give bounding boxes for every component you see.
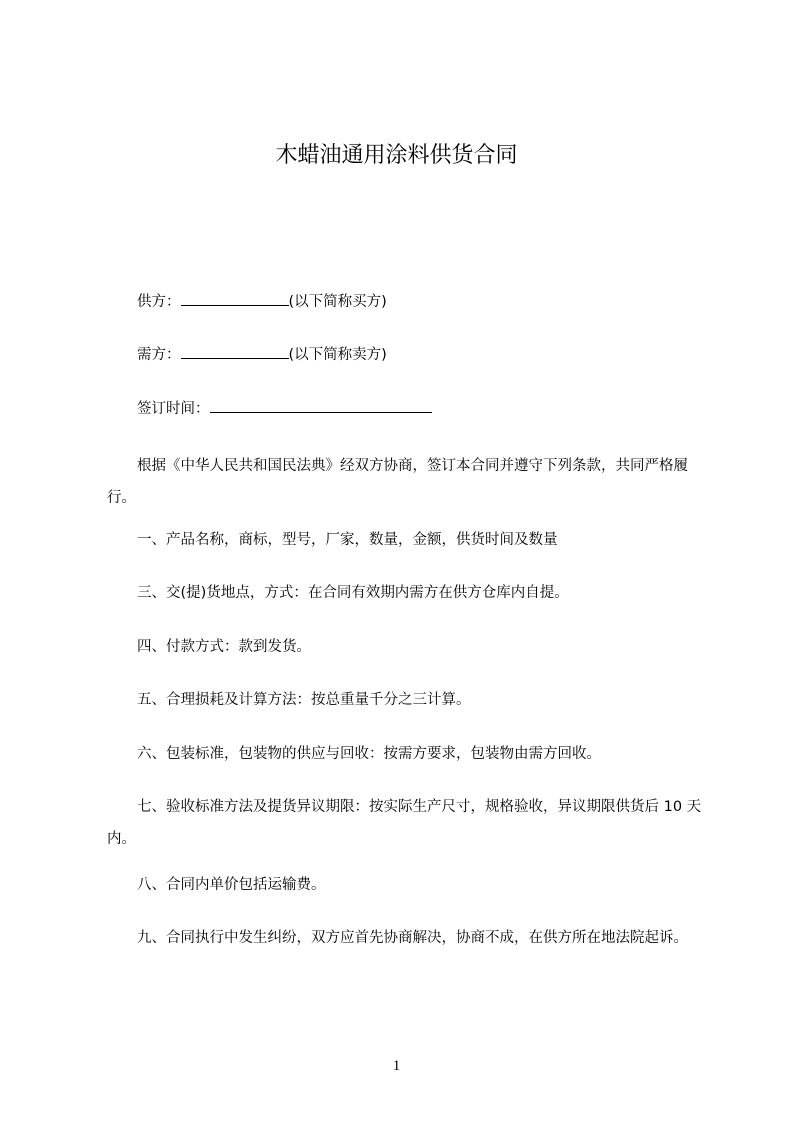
sign-date-label: 签订时间： — [137, 401, 210, 417]
clause-1: 一、产品名称，商标，型号，厂家，数量，金额，供货时间及数量 — [137, 532, 558, 548]
supplier-blank — [181, 291, 289, 306]
clause-3: 三、交(提)货地点，方式：在合同有效期内需方在供方仓库内自提。 — [137, 585, 569, 601]
supplier-label: 供方： — [137, 294, 181, 310]
buyer-blank — [181, 344, 289, 359]
buyer-line — [137, 344, 387, 365]
page-number: 1 — [392, 1058, 401, 1074]
clause-6: 六、包装标准，包装物的供应与回收：按需方要求，包装物由需方回收。 — [137, 746, 601, 762]
clause-9: 九、合同执行中发生纠纷，双方应首先协商解决，协商不成，在供方所在地法院起诉。 — [137, 930, 688, 946]
clause-5: 五、合理损耗及计算方法：按总重量千分之三计算。 — [137, 692, 471, 708]
supplier-note: (以下简称买方) — [288, 294, 387, 310]
buyer-note: (以下简称卖方) — [288, 347, 387, 363]
document-title: 木蜡油通用涂料供货合同 — [275, 143, 518, 168]
supplier-line — [137, 291, 387, 312]
buyer-label: 需方： — [137, 347, 181, 363]
sign-date-blank — [210, 398, 432, 413]
clause-4: 四、付款方式：款到发货。 — [137, 639, 311, 655]
sign-date-line — [137, 398, 432, 419]
clause-8: 八、合同内单价包括运输费。 — [137, 877, 326, 893]
intro-paragraph: 根据《中华人民共和国民法典》经双方协商，签订本合同并遵守下列条款，共同严格履行。 — [107, 458, 688, 506]
clause-7: 七、验收标准方法及提货异议期限：按实际生产尺寸，规格验收，异议期限供货后 10 天内。 — [107, 799, 702, 847]
